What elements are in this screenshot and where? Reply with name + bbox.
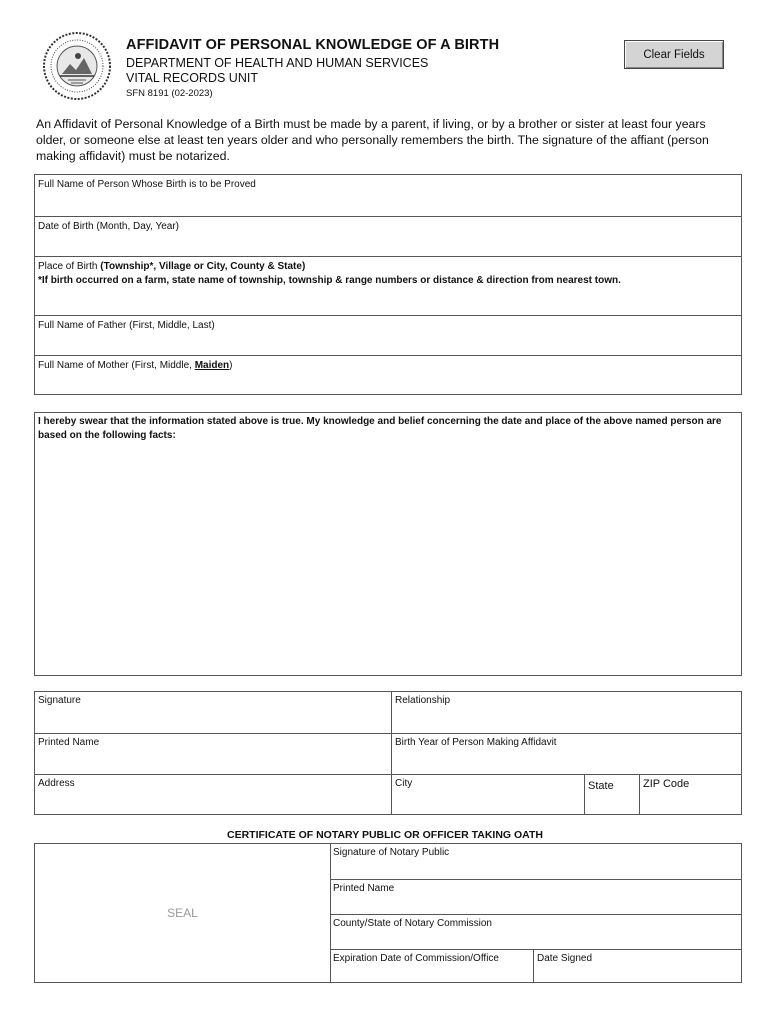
relationship-field[interactable] [392,692,742,733]
address-field[interactable] [35,774,392,815]
zip-code-label: ZIP Code [643,778,690,790]
full-name-label: Full Name of Person Whose Birth is to be Proved [38,179,256,190]
city-label: City [395,778,413,789]
date-of-birth-input[interactable] [38,238,738,254]
father-name-input[interactable] [38,337,738,353]
signature-label: Signature [38,695,81,706]
notary-section [34,843,742,983]
date-of-birth-field[interactable] [35,216,741,256]
department-name: DEPARTMENT OF HEALTH AND HUMAN SERVICES [126,56,429,70]
notary-signature-label: Signature of Notary Public [333,847,450,858]
expiration-date-field[interactable] [330,949,534,983]
date-signed-label: Date Signed [537,953,593,964]
father-name-label: Full Name of Father (First, Middle, Last) [38,320,215,331]
state-field[interactable] [585,774,640,815]
county-state-label: County/State of Notary Commission [333,918,492,929]
place-of-birth-input[interactable] [38,297,738,313]
place-of-birth-field[interactable] [35,256,741,315]
place-of-birth-note: *If birth occurred on a farm, state name of township, township & range numbers or distance & direction from nearest town. [38,275,621,286]
city-field[interactable] [392,774,585,815]
printed-name-label: Printed Name [38,737,100,748]
mother-name-input[interactable] [38,378,738,394]
place-of-birth-label [35,257,741,288]
expiration-date-label: Expiration Date of Commission/Office [333,953,499,964]
birth-year-label: Birth Year of Person Making Affidavit [395,737,557,748]
notary-certificate-title: CERTIFICATE OF NOTARY PUBLIC OR OFFICER TAKING OATH [227,829,543,841]
date-signed-field[interactable] [534,949,742,983]
state-seal-icon [38,30,116,102]
unit-name: VITAL RECORDS UNIT [126,71,258,85]
mother-label-suffix: ) [229,360,233,371]
place-label-prefix: Place of Birth [38,261,101,272]
form-title: AFFIDAVIT OF PERSONAL KNOWLEDGE OF A BIRTH [126,37,500,53]
person-section [34,174,742,395]
state-label: State [588,780,614,792]
facts-label: I hereby swear that the information stated above is true. My knowledge and belief concerning the date and place of the above named person are based on the following facts: [38,416,722,441]
affiant-section [34,691,742,815]
address-label: Address [38,778,75,789]
seal-label: SEAL [167,906,198,920]
father-name-field[interactable] [35,315,741,355]
form-number: SFN 8191 (02-2023) [126,88,213,99]
county-state-field[interactable] [330,914,742,949]
mother-name-label [35,356,741,373]
facts-section[interactable] [34,412,742,676]
zip-code-field[interactable] [640,774,742,815]
mother-label-maiden: Maiden [194,360,230,371]
notary-printed-name-label: Printed Name [333,883,395,894]
birth-year-field[interactable] [392,733,742,774]
full-name-field[interactable] [35,175,741,216]
full-name-input[interactable] [38,198,738,214]
facts-textarea[interactable] [38,447,738,672]
signature-field[interactable] [35,692,392,733]
clear-fields-button[interactable]: Clear Fields [624,40,724,69]
printed-name-field[interactable] [35,733,392,774]
notary-printed-name-field[interactable] [330,879,742,914]
place-label-bold: (Township*, Village or City, County & State) [100,261,306,272]
relationship-label: Relationship [395,695,451,706]
notary-signature-field[interactable] [330,844,742,879]
instructions-text: An Affidavit of Personal Knowledge of a Birth must be made by a parent, if living, or by a brother or sister at least four years older, or someone else at least ten years older and who personally remembers the birth. The signature of the affiant (person making affidavit) must be notarized. [36,117,709,163]
mother-label-prefix: Full Name of Mother (First, Middle, [38,360,195,371]
mother-name-field[interactable] [35,355,741,396]
date-of-birth-label: Date of Birth (Month, Day, Year) [38,221,179,232]
seal-area [35,844,331,982]
